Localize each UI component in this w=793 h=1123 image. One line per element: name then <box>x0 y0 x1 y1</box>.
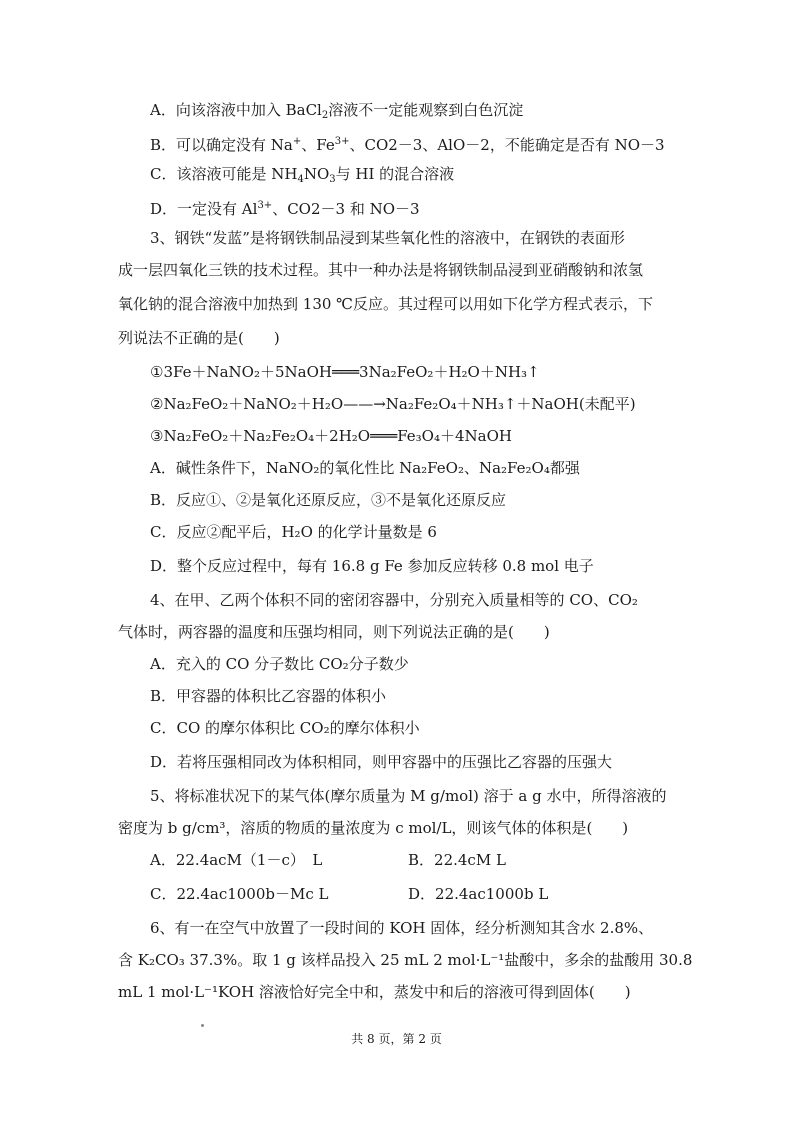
q2-option-c: C．该溶液可能是 $NH_4NO_3$与 HI 的混合溶液 <box>150 165 455 185</box>
q6-stem-line: mL 1 mol·L⁻¹KOH 溶液恰好完全中和，蒸发中和后的溶液可得到固体( ) <box>118 983 631 1001</box>
q4-stem-line: 4、在甲、乙两个体积不同的密闭容器中，分别充入质量相等的 CO、CO₂ <box>150 591 638 609</box>
q3-equation-2: ②Na₂FeO₂＋NaNO₂＋H₂O——→Na₂Fe₂O₄＋NH₃↑＋NaOH(未配平) <box>150 395 636 413</box>
q6-stem-line: 含 K₂CO₃ 37.3%。取 1 g 该样品投入 25 mL 2 mol·L⁻¹盐酸中，多余的盐酸用 30.8 <box>118 951 693 969</box>
q2-option-a: A．向该溶液中加入 BaCl$_2$溶液不一定能观察到白色沉淀 <box>150 101 524 121</box>
q5-option-a: A．22.4acM（1－c） L <box>150 851 323 869</box>
q6-stem-line: 6、有一在空气中放置了一段时间的 KOH 固体，经分析测知其含水 2.8%、 <box>150 919 654 937</box>
q4-option-c: C．CO 的摩尔体积比 CO₂的摩尔体积小 <box>150 719 420 737</box>
q5-option-b: B．22.4cM L <box>408 851 506 869</box>
q2-option-b: B．可以确定没有 Na+、$Fe^{3+}$、CO2－3、AlO－2，不能确定是否有 NO－3 <box>150 136 665 154</box>
q3-stem-line: 列说法不正确的是( ) <box>118 329 280 347</box>
q5-stem-line: 密度为 b g/cm³，溶质的物质的量浓度为 c mol/L，则该气体的体积是( ) <box>118 819 629 837</box>
q3-option-c: C．反应②配平后，H₂O 的化学计量数是 6 <box>150 523 437 541</box>
q4-option-d: D．若将压强相同改为体积相同，则甲容器中的压强比乙容器的压强大 <box>150 753 613 771</box>
q4-option-b: B．甲容器的体积比乙容器的体积小 <box>150 687 387 705</box>
q3-stem-line: 氧化钠的混合溶液中加热到 130 ℃反应。其过程可以用如下化学方程式表示，下 <box>118 295 653 313</box>
q3-option-d: D．整个反应过程中，每有 16.8 g Fe 参加反应转移 0.8 mol 电子 <box>150 557 594 575</box>
q5-option-d: D．22.4ac1000b L <box>408 885 549 903</box>
q3-option-b: B．反应①、②是氧化还原反应，③不是氧化还原反应 <box>150 491 507 509</box>
q4-option-a: A．充入的 CO 分子数比 CO₂分子数少 <box>150 655 409 673</box>
q3-equation-1: ①3Fe＋NaNO₂＋5NaOH═══3Na₂FeO₂＋H₂O＋NH₃↑ <box>150 363 540 381</box>
q3-equation-3: ③Na₂FeO₂＋Na₂Fe₂O₄＋2H₂O═══Fe₃O₄＋4NaOH <box>150 427 512 445</box>
q3-option-a: A．碱性条件下，NaNO₂的氧化性比 Na₂FeO₂、Na₂Fe₂O₄都强 <box>150 459 580 477</box>
stray-dot <box>201 1024 204 1027</box>
q5-option-c: C．22.4ac1000b－Mc L <box>150 885 329 903</box>
q4-stem-line: 气体时，两容器的温度和压强均相同，则下列说法正确的是( ) <box>118 623 550 641</box>
page-footer: 共 8 页，第 2 页 <box>351 1032 442 1046</box>
q5-stem-line: 5、将标准状况下的某气体(摩尔质量为 M g/mol) 溶于 a g 水中，所得溶液的 <box>150 787 667 805</box>
q3-stem-line: 成一层四氧化三铁的技术过程。其中一种办法是将钢铁制品浸到亚硝酸钠和浓氢 <box>118 261 644 279</box>
q2-option-d: D．一定没有 $Al^{3+}$、CO2－3 和 NO－3 <box>150 200 420 218</box>
q3-stem-line: 3、钢铁“发蓝”是将钢铁制品浸到某些氧化性的溶液中，在钢铁的表面形 <box>150 229 625 247</box>
